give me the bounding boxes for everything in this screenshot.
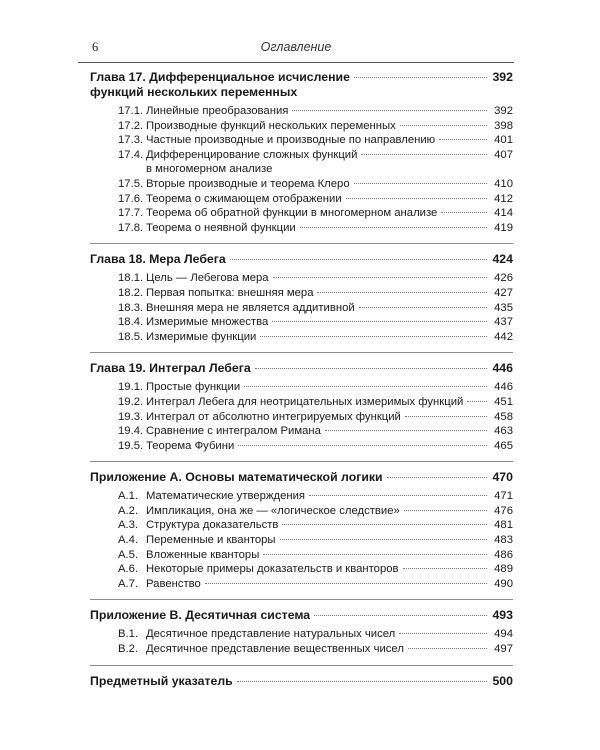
section-title: Импликация, она же — «логическое следствие» bbox=[146, 504, 400, 517]
dot-leader bbox=[400, 125, 487, 126]
section-entry[interactable] bbox=[90, 439, 513, 454]
dot-leader bbox=[263, 554, 487, 555]
dot-leader bbox=[292, 110, 487, 111]
section-number: 17.3. bbox=[118, 134, 144, 147]
chapter-page: 424 bbox=[492, 252, 513, 267]
section-page: 412 bbox=[494, 192, 513, 205]
section-entry[interactable] bbox=[90, 395, 513, 410]
dot-leader bbox=[237, 681, 487, 682]
dot-leader bbox=[317, 292, 487, 293]
section-entry[interactable] bbox=[90, 177, 513, 192]
table-of-contents bbox=[90, 70, 513, 705]
section-title: Десятичное представление вещественных чисел bbox=[146, 643, 404, 656]
section-page: 410 bbox=[494, 177, 513, 190]
section-title: Измеримые множества bbox=[146, 316, 269, 329]
section-title: Переменные и кванторы bbox=[146, 534, 276, 547]
chapter-entry[interactable] bbox=[90, 674, 513, 689]
chapter-title: Глава 17. Дифференциальное исчисление функций нескольких переменных bbox=[90, 70, 350, 99]
section-entry[interactable] bbox=[90, 148, 513, 177]
section-entry[interactable] bbox=[90, 577, 513, 592]
section-number: 17.8. bbox=[118, 221, 144, 234]
section-number: A.5. bbox=[118, 548, 139, 561]
toc-chapter bbox=[90, 70, 513, 244]
section-entry[interactable] bbox=[90, 271, 513, 286]
chapter-title: Приложение A. Основы математической логики bbox=[90, 470, 383, 485]
dot-leader bbox=[361, 154, 487, 155]
section-title: Частные производные и производные по направлению bbox=[146, 134, 436, 147]
section-title: Вложенные кванторы bbox=[146, 548, 260, 561]
section-entry[interactable] bbox=[90, 533, 513, 548]
section-entry[interactable] bbox=[90, 562, 513, 577]
dot-leader bbox=[439, 139, 487, 140]
section-page: 451 bbox=[494, 395, 513, 408]
dot-leader bbox=[300, 227, 487, 228]
section-number: A.1. bbox=[118, 490, 139, 503]
chapter-page: 446 bbox=[492, 361, 513, 376]
dot-leader bbox=[408, 648, 487, 649]
chapter-entry[interactable] bbox=[90, 252, 513, 267]
dot-leader bbox=[244, 386, 487, 387]
running-title: Оглавление bbox=[260, 40, 332, 54]
section-number: 18.3. bbox=[118, 301, 144, 314]
section-page: 435 bbox=[494, 301, 513, 314]
section-number: B.1. bbox=[118, 628, 139, 641]
section-number: A.2. bbox=[118, 504, 139, 517]
section-entry[interactable] bbox=[90, 206, 513, 221]
section-title: Простые функции bbox=[146, 381, 241, 394]
section-entry[interactable] bbox=[90, 380, 513, 395]
section-page: 481 bbox=[494, 519, 513, 532]
section-page: 483 bbox=[494, 534, 513, 547]
section-title: Равенство bbox=[146, 577, 201, 590]
section-title: Интеграл Лебега для неотрицательных измеримых функций bbox=[146, 395, 464, 408]
section-title: Теорема о сжимающем отображении bbox=[146, 192, 342, 205]
section-title: Сравнение с интегралом Римана bbox=[146, 425, 321, 438]
page-number: 6 bbox=[92, 40, 99, 54]
toc-chapter bbox=[90, 608, 513, 665]
section-number: A.7. bbox=[118, 577, 139, 590]
dot-leader bbox=[354, 77, 487, 78]
dot-leader bbox=[403, 568, 487, 569]
section-entry[interactable] bbox=[90, 504, 513, 519]
section-entry[interactable] bbox=[90, 104, 513, 119]
section-page: 398 bbox=[494, 119, 513, 132]
section-title: Структура доказательств bbox=[146, 519, 279, 532]
section-number: A.6. bbox=[118, 563, 139, 576]
dot-leader bbox=[255, 368, 487, 369]
dot-leader bbox=[441, 212, 487, 213]
section-list bbox=[90, 104, 513, 235]
section-entry[interactable] bbox=[90, 192, 513, 207]
dot-leader bbox=[346, 198, 487, 199]
section-entry[interactable] bbox=[90, 548, 513, 563]
section-number: 19.3. bbox=[118, 410, 144, 423]
chapter-page: 493 bbox=[492, 608, 513, 623]
dot-leader bbox=[230, 259, 487, 260]
section-entry[interactable] bbox=[90, 627, 513, 642]
toc-chapter bbox=[90, 361, 513, 462]
chapter-page: 392 bbox=[492, 70, 513, 84]
section-entry[interactable] bbox=[90, 410, 513, 425]
running-header bbox=[78, 38, 514, 63]
section-entry[interactable] bbox=[90, 119, 513, 134]
section-number: 18.2. bbox=[118, 286, 144, 299]
section-title: Линейные преобразования bbox=[146, 105, 289, 117]
section-number: 18.1. bbox=[118, 272, 144, 285]
dot-leader bbox=[325, 430, 487, 431]
section-page: 419 bbox=[494, 221, 513, 234]
section-entry[interactable] bbox=[90, 315, 513, 330]
section-title: Дифференцирование сложных функций в многомерном анализе bbox=[146, 148, 358, 176]
chapter-entry[interactable] bbox=[90, 70, 513, 100]
section-number: A.3. bbox=[118, 519, 139, 532]
section-page: 437 bbox=[494, 316, 513, 329]
dot-leader bbox=[399, 633, 487, 634]
section-title: Внешняя мера не является аддитивной bbox=[146, 301, 355, 314]
chapter-page: 470 bbox=[492, 470, 513, 485]
dot-leader bbox=[404, 510, 487, 511]
section-title: Измеримые функции bbox=[146, 330, 257, 343]
section-number: 17.1. bbox=[118, 105, 144, 117]
dot-leader bbox=[387, 477, 487, 478]
section-title: Вторые производные и теорема Клеро bbox=[146, 177, 350, 190]
section-page: 494 bbox=[494, 628, 513, 641]
section-entry[interactable] bbox=[90, 301, 513, 316]
section-number: 19.5. bbox=[118, 439, 144, 452]
dot-leader bbox=[205, 583, 487, 584]
section-title: Интеграл от абсолютно интегрируемых функций bbox=[146, 410, 401, 423]
section-page: 426 bbox=[494, 272, 513, 285]
section-page: 401 bbox=[494, 134, 513, 147]
section-title: Теорема Фубини bbox=[146, 439, 235, 452]
section-page: 446 bbox=[494, 381, 513, 394]
section-number: 19.4. bbox=[118, 425, 144, 438]
section-page: 463 bbox=[494, 425, 513, 438]
section-number: 18.4. bbox=[118, 316, 144, 329]
section-number: 18.5. bbox=[118, 330, 144, 343]
section-entry[interactable] bbox=[90, 286, 513, 301]
section-page: 486 bbox=[494, 548, 513, 561]
section-title: Первая попытка: внешняя мера bbox=[146, 286, 314, 299]
chapter-title: Предметный указатель bbox=[90, 673, 233, 688]
section-title: Производные функций нескольких переменных bbox=[146, 119, 396, 132]
section-page: 476 bbox=[494, 504, 513, 517]
section-number: 17.7. bbox=[118, 207, 144, 220]
section-page: 392 bbox=[494, 105, 513, 117]
section-entry[interactable] bbox=[90, 424, 513, 439]
dot-leader bbox=[314, 615, 487, 616]
chapter-entry[interactable] bbox=[90, 470, 513, 485]
section-list bbox=[90, 271, 513, 344]
section-page: 414 bbox=[494, 207, 513, 220]
chapter-title: Глава 19. Интеграл Лебега bbox=[90, 361, 251, 376]
section-title: Математические утверждения bbox=[146, 490, 306, 503]
chapter-title: Глава 18. Мера Лебега bbox=[90, 252, 226, 267]
dot-leader bbox=[309, 495, 487, 496]
section-page: 471 bbox=[494, 490, 513, 503]
dot-leader bbox=[273, 277, 487, 278]
section-page: 489 bbox=[494, 563, 513, 576]
chapter-title: Приложение B. Десятичная система bbox=[90, 608, 311, 623]
section-page: 427 bbox=[494, 286, 513, 299]
section-title: Десятичное представление натуральных чисел bbox=[146, 628, 396, 641]
section-number: 17.5. bbox=[118, 177, 144, 190]
section-page: 497 bbox=[494, 643, 513, 656]
section-number: 17.4. bbox=[118, 148, 144, 161]
dot-leader bbox=[238, 445, 487, 446]
dot-leader bbox=[405, 416, 487, 417]
dot-leader bbox=[280, 539, 487, 540]
toc-chapter bbox=[90, 252, 513, 353]
section-page: 458 bbox=[494, 410, 513, 423]
section-title: Цель — Лебегова мера bbox=[146, 272, 269, 285]
section-number: 19.1. bbox=[118, 381, 144, 394]
chapter-page: 500 bbox=[492, 673, 513, 688]
section-page: 442 bbox=[494, 330, 513, 343]
dot-leader bbox=[282, 524, 487, 525]
section-list bbox=[90, 627, 513, 656]
section-number: B.2. bbox=[118, 643, 139, 656]
section-number: A.4. bbox=[118, 534, 139, 547]
section-entry[interactable] bbox=[90, 330, 513, 345]
section-entry[interactable] bbox=[90, 221, 513, 236]
section-list bbox=[90, 489, 513, 591]
section-number: 17.6. bbox=[118, 192, 144, 205]
section-list bbox=[90, 380, 513, 453]
section-entry[interactable] bbox=[90, 133, 513, 148]
section-number: 19.2. bbox=[118, 395, 144, 408]
section-page: 490 bbox=[494, 577, 513, 590]
section-entry[interactable] bbox=[90, 489, 513, 504]
section-page: 407 bbox=[494, 148, 513, 161]
chapter-entry[interactable] bbox=[90, 361, 513, 376]
toc-chapter bbox=[90, 674, 513, 697]
section-title: Теорема об обратной функции в многомерном анализе bbox=[146, 207, 438, 220]
toc-chapter bbox=[90, 470, 513, 600]
section-number: 17.2. bbox=[118, 119, 144, 132]
section-entry[interactable] bbox=[90, 518, 513, 533]
dot-leader bbox=[272, 321, 487, 322]
section-title: Некоторые примеры доказательств и кванторов bbox=[146, 563, 399, 576]
chapter-entry[interactable] bbox=[90, 608, 513, 623]
section-title: Теорема о неявной функции bbox=[146, 221, 296, 234]
dot-leader bbox=[260, 336, 487, 337]
section-page: 465 bbox=[494, 439, 513, 452]
dot-leader bbox=[359, 307, 487, 308]
dot-leader bbox=[467, 401, 487, 402]
section-entry[interactable] bbox=[90, 642, 513, 657]
dot-leader bbox=[354, 183, 487, 184]
